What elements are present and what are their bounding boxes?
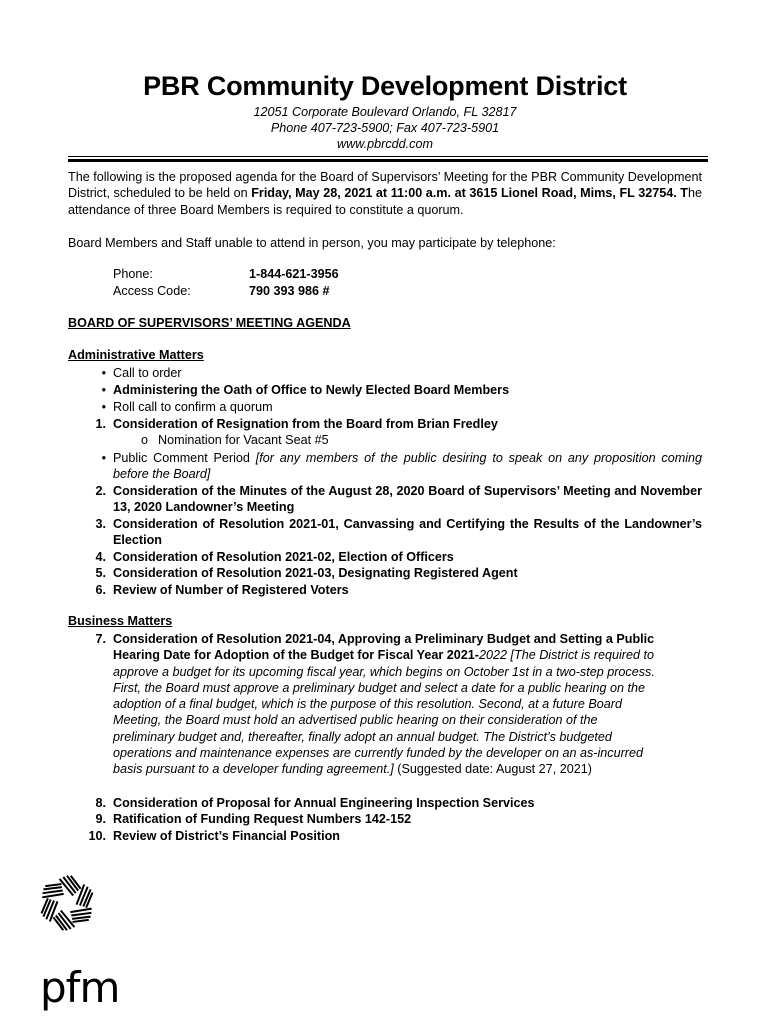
contact-block	[0, 104, 770, 152]
phone-value: 1-844-621-3956	[249, 267, 339, 281]
agenda-heading: BOARD OF SUPERVISORS’ MEETING AGENDA	[68, 316, 351, 330]
intro-text-2: he attendance of three Board Members is required to constitute a quorum.	[68, 186, 702, 217]
meeting-info: Friday, May 28, 2021 at 11:00 a.m. at 3615 Lionel Road, Mims, FL 32754. T	[251, 186, 688, 201]
admin-item: 4. Consideration of Resolution 2021-02, Election of Officers	[95, 550, 454, 564]
phone-note: Board Members and Staff unable to attend in person, you may participate by telephone:	[68, 236, 556, 250]
admin-item: • Administering the Oath of Office to Newly Elected Board Members	[101, 383, 510, 397]
page-title: PBR Community Development District	[143, 71, 627, 101]
admin-item: • Public Comment Period [for any members of the public desiring to speak on any proposition coming before the Board]	[101, 451, 703, 482]
intro-paragraph	[68, 169, 702, 218]
phone-fax: Phone 407-723-5900; Fax 407-723-5901	[270, 121, 500, 135]
header-divider-thick	[68, 159, 708, 162]
admin-item: 1. Consideration of Resignation from the Board from Brian Fredley	[95, 417, 498, 431]
access-code-label: Access Code:	[113, 284, 191, 298]
admin-item: 2. Consideration of the Minutes of the August 28, 2020 Board of Supervisors’ Meeting and November 13, 2020 Landowner’s Meeting	[95, 484, 702, 515]
pfm-logo-icon	[36, 872, 98, 934]
admin-item: • Roll call to confirm a quorum	[101, 400, 273, 414]
phone-label: Phone:	[113, 267, 153, 281]
intro-text-1: The following is the proposed agenda for the Board of Supervisors’ Meeting for the PBR Community Development District, scheduled to be held on	[68, 170, 702, 201]
dial-code-row	[113, 283, 330, 299]
dial-phone-row	[113, 266, 339, 282]
business-item: 7. Consideration of Resolution 2021-04, Approving a Preliminary Budget and Setting a Public Hearing Date for Adoption of the Budget for Fiscal Year 2021-2022 [The District is required to approve a budget for its upcoming fiscal year, which begins on October 1st in a two-step process. First, the Board must approve a preliminary budget and select a date for a public hearing on the adoption of a final budget, which is the purpose of this resolution. Second, at a future Board Meeting, the Board must hold an advertised public hearing on their consideration of the preliminary budget and, thereafter, finally adopt an annual budget. The District’s budgeted operations and maintenance expenses are currently funded by the developer on an as-incurred basis pursuant to a developer funding agreement.] (Suggested date: August 27, 2021)	[95, 632, 655, 777]
admin-subitem: o Nomination for Vacant Seat #5	[140, 433, 329, 447]
pfm-logo-text: pfm	[40, 963, 120, 1012]
address: 12051 Corporate Boulevard Orlando, FL 32817	[253, 105, 517, 119]
business-heading: Business Matters	[68, 614, 173, 628]
business-item: 9. Ratification of Funding Request Numbers 142-152	[95, 812, 412, 826]
business-item: 10. Review of District’s Financial Position	[88, 829, 340, 843]
website-link[interactable]: www.pbrcdd.com	[337, 137, 433, 151]
access-code-value: 790 393 986 #	[249, 284, 330, 298]
admin-item: • Call to order	[101, 366, 182, 380]
administrative-heading: Administrative Matters	[68, 348, 204, 362]
admin-item: 6. Review of Number of Registered Voters	[95, 583, 349, 597]
header-divider-thin	[68, 156, 708, 157]
business-item: 8. Consideration of Proposal for Annual Engineering Inspection Services	[95, 796, 535, 810]
admin-item: 5. Consideration of Resolution 2021-03, Designating Registered Agent	[95, 566, 518, 580]
admin-item: 3. Consideration of Resolution 2021-01, Canvassing and Certifying the Results of the Landowner’s Election	[95, 517, 702, 548]
